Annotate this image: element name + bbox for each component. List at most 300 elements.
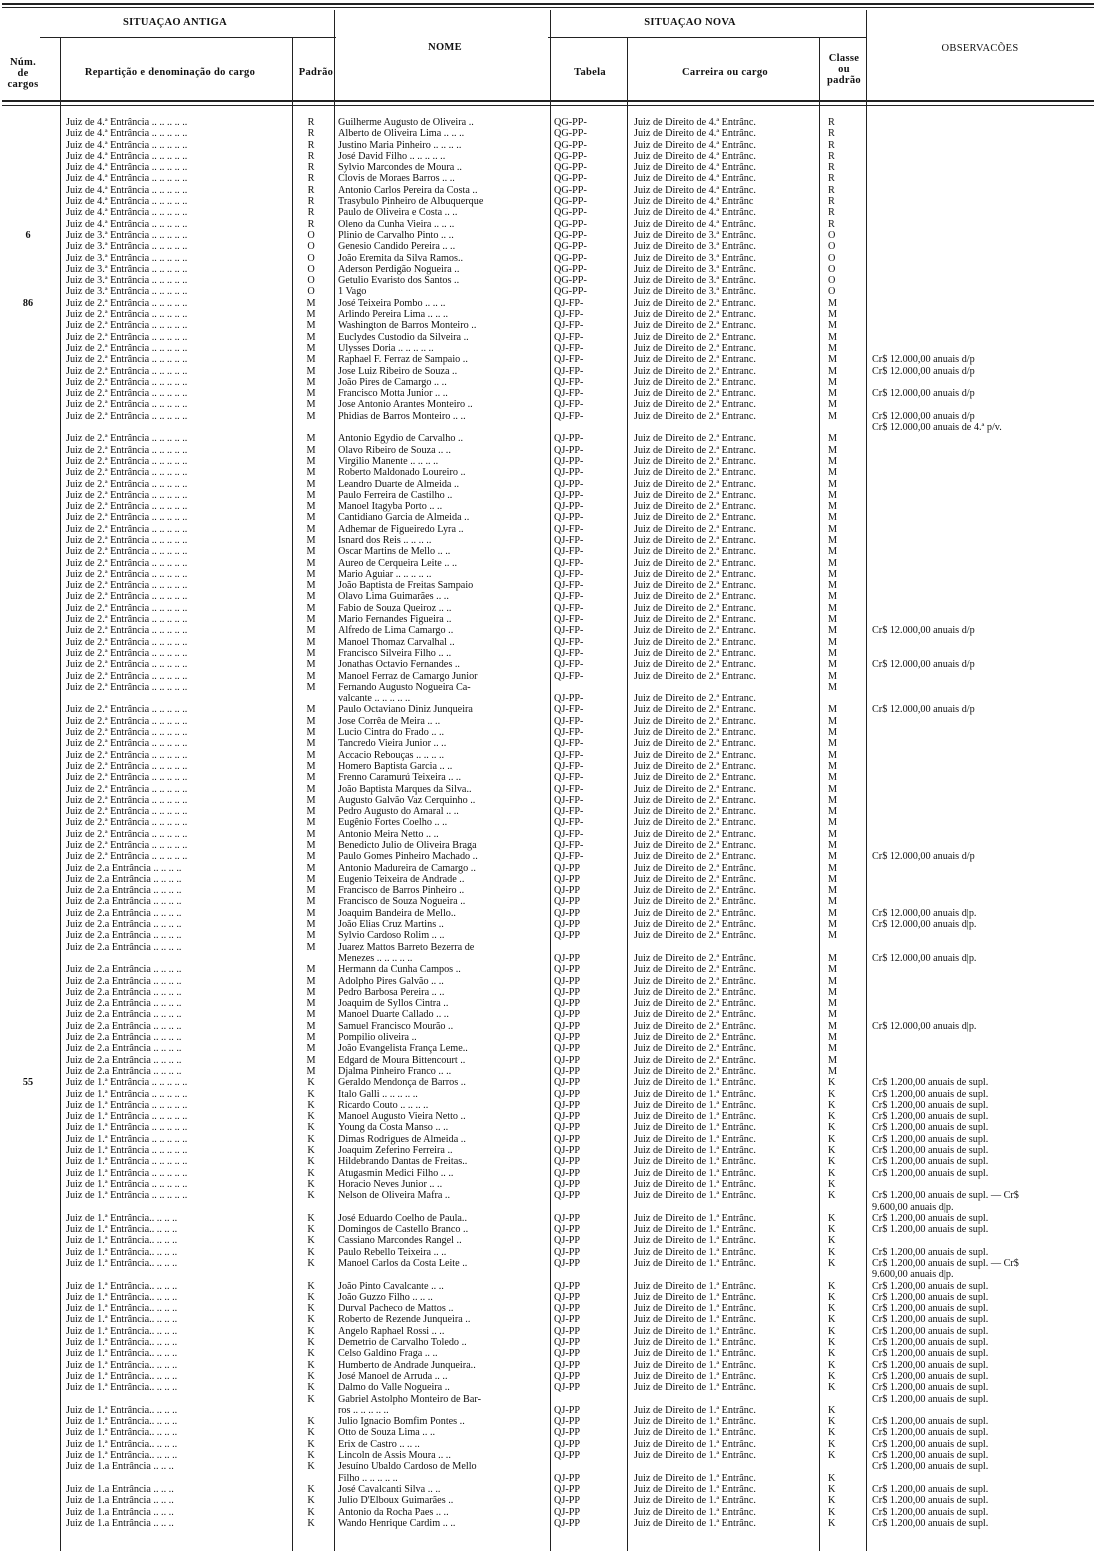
classe-cell: K — [828, 1111, 836, 1123]
carreira-cell: Juiz de Direito de 2.ª Entranc. — [634, 636, 756, 648]
nome-cell: Plinio de Carvalho Pinto .. .. — [338, 229, 454, 241]
nome-cell: Isnard dos Reis .. .. .. .. — [338, 534, 432, 546]
table-row — [0, 366, 1096, 377]
table-row — [0, 1303, 1096, 1314]
observacoes-cell: Cr$ 12.000,00 anuais d/p — [872, 365, 975, 377]
observacoes-cell: Cr$ 1.200,00 anuais de supl. — Cr$ — [872, 1257, 1019, 1269]
tabela-cell: QJ-FP- — [554, 591, 584, 603]
table-row — [0, 874, 1096, 885]
padrao-cell: K — [307, 1348, 315, 1360]
padrao-cell: K — [307, 1438, 315, 1450]
nome-cell: Antonio da Rocha Paes .. .. — [338, 1506, 449, 1518]
nome-cell: Alfredo de Lima Camargo .. — [338, 625, 454, 637]
nome-cell: Genesio Candido Pereira .. .. — [338, 241, 456, 253]
tabela-cell: QJ-FP- — [554, 399, 584, 411]
tabela-cell: QJ-PP — [554, 1043, 581, 1055]
table-row — [0, 162, 1096, 173]
table-row — [0, 1484, 1096, 1495]
reparticao-cell: Juiz de 1.ª Entrância.. .. .. .. — [66, 1224, 178, 1236]
carreira-cell: Juiz de Direito de 2.ª Entranc. — [634, 704, 756, 716]
classe-cell: M — [828, 851, 838, 863]
table-row — [0, 851, 1096, 862]
reparticao-cell: Juiz de 2.a Entrância .. .. .. .. — [66, 919, 182, 931]
table-row — [0, 1235, 1096, 1246]
classe-cell: K — [828, 1416, 836, 1428]
carreira-cell: Juiz de Direito de 2.ª Entranc. — [634, 568, 756, 580]
classe-cell: R — [828, 207, 835, 219]
tabela-cell: QJ-PP — [554, 1235, 581, 1247]
classe-cell: M — [828, 342, 838, 354]
observacoes-cell: Cr$ 1.200,00 anuais de supl. — [872, 1077, 989, 1089]
tabela-cell: QJ-PP — [554, 1212, 581, 1224]
table-row — [0, 1461, 1096, 1472]
reparticao-cell: Juiz de 1.ª Entrância .. .. .. .. .. — [66, 1133, 188, 1145]
nome-cell: José Teixeira Pombo .. .. .. — [338, 297, 446, 309]
reparticao-cell: Juiz de 1.ª Entrância .. .. .. .. .. — [66, 1111, 188, 1123]
reparticao-cell: Juiz de 2.ª Entrância .. .. .. .. .. — [66, 557, 188, 569]
tabela-cell: QJ-PP — [554, 1122, 581, 1134]
reparticao-cell: Juiz de 2.ª Entrância .. .. .. .. .. — [66, 828, 188, 840]
top-rule-thin — [2, 7, 1094, 8]
tabela-cell: QJ-PP — [554, 919, 581, 931]
nome-cell: Adhemar de Figueiredo Lyra .. — [338, 523, 464, 535]
nome-cell: Trasybulo Pinheiro de Albuquerque — [338, 196, 484, 208]
header-num-cargos: Núm. de cargos — [7, 57, 39, 90]
table-row — [0, 863, 1096, 874]
reparticao-cell: Juiz de 2.a Entrância .. .. .. .. — [66, 1065, 182, 1077]
classe-cell: M — [828, 636, 838, 648]
observacoes-cell: Cr$ 1.200,00 anuais de supl. — [872, 1416, 989, 1428]
padrao-cell: K — [307, 1167, 315, 1179]
padrao-cell: R — [307, 207, 315, 219]
nome-cell: João Guzzo Filho .. .. .. — [338, 1291, 433, 1303]
reparticao-cell: Juiz de 1.ª Entrância.. .. .. .. — [66, 1235, 178, 1247]
tabela-cell: QJ-PP — [554, 873, 581, 885]
tabela-cell: QJ-PP — [554, 1337, 581, 1349]
table-row — [0, 230, 1096, 241]
carreira-cell: Juiz de Direito de 1.ª Entrânc. — [634, 1145, 756, 1157]
tabela-cell: QJ-FP- — [554, 546, 584, 558]
nome-cell: ros .. .. .. .. .. — [338, 1404, 389, 1416]
nome-cell: Frenno Caramurú Teixeira .. .. — [338, 772, 462, 784]
nome-cell: Dalmo do Valle Nogueira .. — [338, 1382, 450, 1394]
padrao-cell: K — [307, 1337, 315, 1349]
table-row — [0, 128, 1096, 139]
padrao-cell: K — [307, 1257, 315, 1269]
tabela-cell: QJ-PP — [554, 1404, 581, 1416]
classe-cell: K — [828, 1099, 836, 1111]
reparticao-cell: Juiz de 2.a Entrância .. .. .. .. — [66, 941, 182, 953]
padrao-cell: M — [306, 873, 316, 885]
reparticao-cell: Juiz de 1.ª Entrância.. .. .. .. — [66, 1325, 178, 1337]
tabela-cell: QJ-PP — [554, 1145, 581, 1157]
tabela-cell: QJ-PP — [554, 964, 581, 976]
reparticao-cell: Juiz de 2.ª Entrância .. .. .. .. .. — [66, 591, 188, 603]
reparticao-cell: Juiz de 1.a Entrância .. .. .. — [66, 1483, 174, 1495]
classe-cell: M — [828, 433, 838, 445]
table-row — [0, 275, 1096, 286]
observacoes-cell: Cr$ 12.000,00 anuais d|p. — [872, 952, 977, 964]
table-row — [0, 784, 1096, 795]
classe-cell: M — [828, 760, 838, 772]
table-row — [0, 1213, 1096, 1224]
table-body — [0, 117, 1096, 1529]
carreira-cell: Juiz de Direito de 1.ª Entrânc. — [634, 1077, 756, 1089]
carreira-cell: Juiz de Direito de 4.ª Entrânc. — [634, 117, 756, 128]
reparticao-cell: Juiz de 2.ª Entrância .. .. .. .. .. — [66, 523, 188, 535]
header-nome: NOME — [428, 42, 462, 53]
nome-cell: Clovis de Moraes Barros .. .. — [338, 173, 455, 185]
table-row — [0, 919, 1096, 930]
padrao-cell: K — [307, 1461, 315, 1473]
padrao-cell: K — [307, 1291, 315, 1303]
table-row — [0, 1495, 1096, 1506]
nome-cell: Paulo Ferreira de Castilho .. — [338, 489, 453, 501]
classe-cell: M — [828, 828, 838, 840]
reparticao-cell: Juiz de 2.ª Entrância .. .. .. .. .. — [66, 399, 188, 411]
tabela-cell: QG-PP- — [554, 286, 587, 298]
reparticao-cell: Juiz de 2.ª Entrância .. .. .. .. .. — [66, 840, 188, 851]
carreira-cell: Juiz de Direito de 2.ª Entranc. — [634, 840, 756, 851]
nome-cell: Antonio Meira Netto .. .. — [338, 828, 439, 840]
table-row — [0, 173, 1096, 184]
observacoes-cell: Cr$ 1.200,00 anuais de supl. — [872, 1145, 989, 1157]
nome-cell: Manoel Augusto Vieira Netto .. — [338, 1111, 466, 1123]
tabela-cell: QJ-FP- — [554, 783, 584, 795]
nome-cell: Olavo Lima Guimarães .. .. — [338, 591, 449, 603]
classe-cell: K — [828, 1517, 836, 1529]
classe-cell: M — [828, 862, 838, 874]
classe-cell: K — [828, 1337, 836, 1349]
nome-cell: Joaquim de Syllos Cintra .. — [338, 998, 449, 1010]
reparticao-cell: Juiz de 2.ª Entrância .. .. .. .. .. — [66, 365, 188, 377]
table-row — [0, 1100, 1096, 1111]
nome-cell: Raphael F. Ferraz de Sampaio .. — [338, 354, 468, 366]
reparticao-cell: Juiz de 2.ª Entrância .. .. .. .. .. — [66, 602, 188, 614]
table-row — [0, 704, 1096, 715]
classe-cell: M — [828, 614, 838, 626]
carreira-cell: Juiz de Direito de 2.ª Entranc. — [634, 501, 756, 513]
reparticao-cell: Juiz de 2.ª Entrância .. .. .. .. .. — [66, 783, 188, 795]
table-row — [0, 840, 1096, 851]
classe-cell: M — [828, 930, 838, 942]
classe-cell: M — [828, 489, 838, 501]
carreira-cell: Juiz de Direito de 2.ª Entranc. — [634, 376, 756, 388]
observacoes-cell: Cr$ 1.200,00 anuais de supl. — [872, 1382, 989, 1394]
padrao-cell: K — [307, 1246, 315, 1258]
nome-cell: Jose Luiz Ribeiro de Souza .. — [338, 365, 458, 377]
nome-cell: Pompilio oliveira .. — [338, 1032, 417, 1044]
reparticao-cell: Juiz de 2.a Entrância .. .. .. .. — [66, 1009, 182, 1021]
nome-cell: Demetrio de Carvalho Toledo .. — [338, 1337, 467, 1349]
reparticao-cell: Juiz de 2.ª Entrância .. .. .. .. .. — [66, 772, 188, 784]
padrao-cell: M — [306, 783, 316, 795]
classe-cell: K — [828, 1167, 836, 1179]
classe-cell: R — [828, 184, 835, 196]
reparticao-cell: Juiz de 1.ª Entrância.. .. .. .. — [66, 1280, 178, 1292]
tabela-cell: QJ-PP — [554, 1009, 581, 1021]
tabela-cell: QG-PP- — [554, 128, 587, 140]
tabela-cell: QJ-FP- — [554, 670, 584, 682]
classe-cell: K — [828, 1303, 836, 1315]
classe-cell: K — [828, 1133, 836, 1145]
observacoes-cell: Cr$ 1.200,00 anuais de supl. — [872, 1325, 989, 1337]
table-row — [0, 512, 1096, 523]
nome-cell: Benedicto Julio de Oliveira Braga — [338, 840, 477, 851]
tabela-cell: QJ-FP- — [554, 840, 584, 851]
padrao-cell: O — [307, 275, 315, 287]
table-row — [0, 467, 1096, 478]
padrao-cell: K — [307, 1359, 315, 1371]
table-row — [0, 264, 1096, 275]
padrao-cell: R — [307, 173, 315, 185]
table-row — [0, 501, 1096, 512]
classe-cell: K — [828, 1495, 836, 1507]
padrao-cell: M — [306, 320, 316, 332]
tabela-cell: QJ-FP- — [554, 636, 584, 648]
reparticao-cell: Juiz de 4.ª Entrância .. .. .. .. .. — [66, 150, 188, 162]
padrao-cell: K — [307, 1190, 315, 1202]
carreira-cell: Juiz de Direito de 2.ª Entrânc. — [634, 1020, 756, 1032]
observacoes-cell: 9.600,00 anuais d|p. — [872, 1201, 954, 1213]
carreira-cell: Juiz de Direito de 2.ª Entranc. — [634, 297, 756, 309]
table-row — [0, 750, 1096, 761]
padrao-cell: M — [306, 919, 316, 931]
table-row — [0, 569, 1096, 580]
carreira-cell: Juiz de Direito de 4.ª Entrânc. — [634, 218, 756, 230]
table-row — [0, 942, 1096, 953]
observacoes-cell: Cr$ 1.200,00 anuais de supl. — [872, 1359, 989, 1371]
tabela-cell: QG-PP- — [554, 252, 587, 264]
nome-cell: Mario Fernandes Figueira .. — [338, 614, 452, 626]
padrao-cell: M — [306, 1054, 316, 1066]
padrao-cell: K — [307, 1450, 315, 1462]
carreira-cell: Juiz de Direito de 2.ª Entrânc. — [634, 1032, 756, 1044]
header-situacao-nova: SITUAÇAO NOVA — [644, 17, 736, 28]
tabela-cell: QJ-FP- — [554, 647, 584, 659]
classe-cell: M — [828, 523, 838, 535]
table-row — [0, 490, 1096, 501]
padrao-cell: M — [306, 388, 316, 400]
classe-cell: K — [828, 1450, 836, 1462]
carreira-cell: Juiz de Direito de 4.ª Entrânc. — [634, 173, 756, 185]
tabela-cell: QJ-FP- — [554, 568, 584, 580]
nome-cell: Italo Galli .. .. .. .. .. — [338, 1088, 418, 1100]
classe-cell: R — [828, 196, 835, 208]
reparticao-cell: Juiz de 3.ª Entrância .. .. .. .. .. — [66, 229, 188, 241]
classe-cell: R — [828, 218, 835, 230]
reparticao-cell: Juiz de 2.a Entrância .. .. .. .. — [66, 1043, 182, 1055]
carreira-cell: Juiz de Direito de 2.ª Entrânc. — [634, 952, 756, 964]
classe-cell: K — [828, 1122, 836, 1134]
padrao-cell: K — [307, 1280, 315, 1292]
tabela-cell: QJ-PP- — [554, 467, 584, 479]
padrao-cell: O — [307, 286, 315, 298]
reparticao-cell: Juiz de 1.ª Entrância.. .. .. .. — [66, 1291, 178, 1303]
padrao-cell: M — [306, 659, 316, 671]
padrao-cell: M — [306, 670, 316, 682]
padrao-cell: K — [307, 1178, 315, 1190]
table-row — [0, 964, 1096, 975]
tabela-cell: QJ-PP — [554, 1099, 581, 1111]
tabela-cell: QJ-PP — [554, 1224, 581, 1236]
nome-cell: Jose Corrêa de Meira .. .. — [338, 715, 441, 727]
carreira-cell: Juiz de Direito de 2.ª Entrânc. — [634, 986, 756, 998]
tabela-cell: QG-PP- — [554, 173, 587, 185]
observacoes-cell: Cr$ 1.200,00 anuais de supl. — [872, 1167, 989, 1179]
tabela-cell: QJ-PP- — [554, 433, 584, 445]
nome-cell: Wando Henrique Cardim .. .. — [338, 1517, 456, 1529]
nome-cell: Francisco Motta Junior .. .. — [338, 388, 448, 400]
nome-cell: Manoel Thomaz Carvalhal .. — [338, 636, 455, 648]
table-row — [0, 987, 1096, 998]
reparticao-cell: Juiz de 1.a Entrância .. .. .. — [66, 1495, 174, 1507]
carreira-cell: Juiz de Direito de 1.ª Entrânc. — [634, 1235, 756, 1247]
observacoes-cell: Cr$ 12.000,00 anuais de 4.ª p/v. — [872, 422, 1002, 434]
tabela-cell: QJ-FP- — [554, 534, 584, 546]
observacoes-cell: Cr$ 1.200,00 anuais de supl. — [872, 1450, 989, 1462]
padrao-cell: M — [306, 727, 316, 739]
reparticao-cell: Juiz de 2.ª Entrância .. .. .. .. .. — [66, 320, 188, 332]
carreira-cell: Juiz de Direito de 2.ª Entranc. — [634, 783, 756, 795]
tabela-cell: QJ-PP — [554, 1495, 581, 1507]
tabela-cell: QJ-PP — [554, 1314, 581, 1326]
nome-cell: Getulio Evaristo dos Santos .. — [338, 275, 460, 287]
num-cargos-cell: 86 — [22, 297, 34, 309]
observacoes-cell: Cr$ 12.000,00 anuais d/p — [872, 704, 975, 716]
nome-cell: valcante .. .. .. .. .. — [338, 693, 411, 705]
observacoes-cell: Cr$ 12.000,00 anuais d/p — [872, 625, 975, 637]
table-row — [0, 196, 1096, 207]
reparticao-cell: Juiz de 2.ª Entrância .. .. .. .. .. — [66, 478, 188, 490]
padrao-cell: M — [306, 806, 316, 818]
tabela-cell: QJ-PP — [554, 1325, 581, 1337]
carreira-cell: Juiz de Direito de 2.ª Entrânc. — [634, 964, 756, 976]
classe-cell: M — [828, 715, 838, 727]
classe-cell: K — [828, 1224, 836, 1236]
reparticao-cell: Juiz de 1.ª Entrância.. .. .. .. — [66, 1404, 178, 1416]
carreira-cell: Juiz de Direito de 1.ª Entrânc. — [634, 1257, 756, 1269]
carreira-cell: Juiz de Direito de 1.ª Entrânc. — [634, 1337, 756, 1349]
tabela-cell: QJ-PP — [554, 1438, 581, 1450]
padrao-cell: M — [306, 433, 316, 445]
reparticao-cell: Juiz de 1.ª Entrância .. .. .. .. .. — [66, 1088, 188, 1100]
tabela-cell: QJ-PP — [554, 1359, 581, 1371]
reparticao-cell: Juiz de 2.ª Entrância .. .. .. .. .. — [66, 851, 188, 863]
classe-cell: K — [828, 1235, 836, 1247]
reparticao-cell: Juiz de 1.ª Entrância .. .. .. .. .. — [66, 1190, 188, 1202]
reparticao-cell: Juiz de 1.ª Entrância.. .. .. .. — [66, 1303, 178, 1315]
carreira-cell: Juiz de Direito de 3.ª Entrânc. — [634, 229, 756, 241]
classe-cell: M — [828, 512, 838, 524]
carreira-cell: Juiz de Direito de 2.ª Entrânc. — [634, 975, 756, 987]
table-row — [0, 343, 1096, 354]
padrao-cell: K — [307, 1122, 315, 1134]
padrao-cell: K — [307, 1077, 315, 1089]
padrao-cell: O — [307, 263, 315, 275]
carreira-cell: Juiz de Direito de 2.ª Entrânc. — [634, 1009, 756, 1021]
carreira-cell: Juiz de Direito de 2.ª Entranc. — [634, 320, 756, 332]
padrao-cell: R — [307, 150, 315, 162]
nome-cell: Domingos de Castello Branco .. — [338, 1224, 469, 1236]
table-row — [0, 558, 1096, 569]
table-row — [0, 1439, 1096, 1450]
observacoes-cell: Cr$ 1.200,00 anuais de supl. — [872, 1506, 989, 1518]
observacoes-cell: Cr$ 1.200,00 anuais de supl. — [872, 1517, 989, 1529]
tabela-cell: QG-PP- — [554, 275, 587, 287]
tabela-cell: QJ-FP- — [554, 309, 584, 321]
padrao-cell: M — [306, 862, 316, 874]
tabela-cell: QJ-FP- — [554, 602, 584, 614]
carreira-cell: Juiz de Direito de 2.ª Entranc. — [634, 399, 756, 411]
padrao-cell: M — [306, 964, 316, 976]
reparticao-cell: Juiz de 2.ª Entrância .. .. .. .. .. — [66, 749, 188, 761]
carreira-cell: Juiz de Direito de 2.ª Entranc. — [634, 546, 756, 558]
tabela-cell: QJ-PP — [554, 1382, 581, 1394]
header-reparticao: Repartição e denominação do cargo — [84, 67, 256, 78]
table-row — [0, 185, 1096, 196]
classe-cell: O — [828, 229, 836, 241]
reparticao-cell: Juiz de 1.ª Entrância .. .. .. .. .. — [66, 1156, 188, 1168]
classe-cell: O — [828, 275, 836, 287]
carreira-cell: Juiz de Direito de 4.ª Entrânc. — [634, 128, 756, 140]
carreira-cell: Juiz de Direito de 2.ª Entranc. — [634, 444, 756, 456]
observacoes-cell: Cr$ 1.200,00 anuais de supl. — [872, 1370, 989, 1382]
tabela-cell: QJ-PP — [554, 1450, 581, 1462]
carreira-cell: Juiz de Direito de 2.ª Entrânc. — [634, 1043, 756, 1055]
nome-cell: Julio D'Elboux Guimarães .. — [338, 1495, 454, 1507]
reparticao-cell: Juiz de 4.ª Entrância .. .. .. .. .. — [66, 196, 188, 208]
classe-cell: M — [828, 1043, 838, 1055]
observacoes-cell: Cr$ 1.200,00 anuais de supl. — [872, 1393, 989, 1405]
nome-cell: Edgard de Moura Bittencourt .. — [338, 1054, 466, 1066]
table-row — [0, 1179, 1096, 1190]
reparticao-cell: Juiz de 2.a Entrância .. .. .. .. — [66, 885, 182, 897]
tabela-cell: QJ-PP- — [554, 489, 584, 501]
observacoes-cell: Cr$ 12.000,00 anuais d/p — [872, 410, 975, 422]
classe-cell: K — [828, 1212, 836, 1224]
nome-cell: Francisco de Barros Pinheiro .. — [338, 885, 465, 897]
nome-cell: Paulo Octaviano Diniz Junqueira — [338, 704, 473, 716]
classe-cell: M — [828, 1065, 838, 1077]
tabela-cell: QJ-FP- — [554, 388, 584, 400]
classe-cell: M — [828, 591, 838, 603]
table-row — [0, 1269, 1096, 1280]
nome-cell: Lincoln de Assis Moura .. .. — [338, 1450, 451, 1462]
nome-cell: José Eduardo Coelho de Paula.. — [338, 1212, 468, 1224]
classe-cell: O — [828, 286, 836, 298]
reparticao-cell: Juiz de 1.a Entrância .. .. .. — [66, 1461, 174, 1473]
classe-cell: M — [828, 501, 838, 513]
nome-cell: João Elias Cruz Martins .. — [338, 919, 444, 931]
classe-cell: K — [828, 1483, 836, 1495]
table-row — [0, 806, 1096, 817]
nome-cell: Adolpho Pires Galvão .. .. — [338, 975, 444, 987]
padrao-cell: K — [307, 1235, 315, 1247]
nome-cell: Hermann da Cunha Campos .. — [338, 964, 461, 976]
classe-cell: K — [828, 1088, 836, 1100]
classe-cell: M — [828, 354, 838, 366]
classe-cell: K — [828, 1246, 836, 1258]
table-row — [0, 1518, 1096, 1529]
padrao-cell: K — [307, 1303, 315, 1315]
table-row — [0, 637, 1096, 648]
classe-cell: M — [828, 885, 838, 897]
padrao-cell: M — [306, 546, 316, 558]
tabela-cell: QJ-PP — [554, 1178, 581, 1190]
tabela-cell: QJ-FP- — [554, 715, 584, 727]
padrao-cell: M — [306, 467, 316, 479]
